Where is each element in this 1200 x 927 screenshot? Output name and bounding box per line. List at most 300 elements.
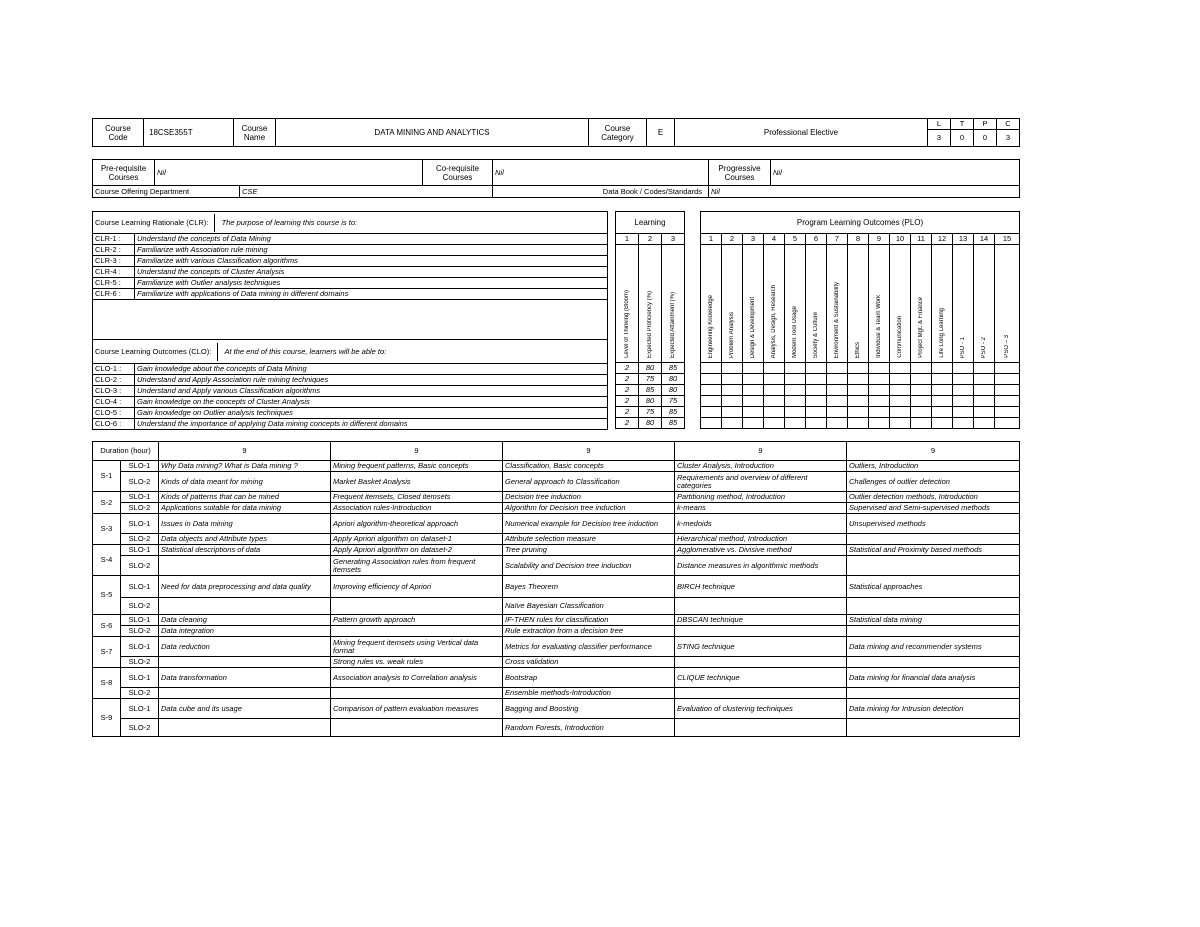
clo-row (93, 364, 608, 375)
plo-cell (974, 385, 995, 396)
plo-cell (743, 363, 764, 374)
ltpc-value-l: 3 (928, 130, 951, 147)
schedule-row (93, 615, 1020, 626)
plo-header (806, 245, 827, 363)
plo-cell (701, 407, 722, 418)
plo-cell (932, 385, 953, 396)
plo-cell (953, 374, 974, 385)
slo-label: SLO-1 (121, 461, 159, 472)
topic-cell: Statistical data mining (847, 615, 1020, 626)
topic-cell: Bagging and Boosting (503, 699, 675, 719)
topic-cell (159, 556, 331, 576)
topic-cell (847, 626, 1020, 637)
session-number: S-4 (93, 545, 121, 576)
topic-cell (847, 657, 1020, 668)
clr-code: CLR-2 : (93, 245, 135, 256)
clr-purpose: The purpose of learning this course is to: (221, 217, 358, 227)
plo-cell (701, 396, 722, 407)
clr-clo-table (92, 211, 608, 430)
plo-cell (995, 374, 1020, 385)
plo-cell (848, 407, 869, 418)
clr-row (93, 234, 608, 245)
topic-cell (675, 657, 847, 668)
plo-header (953, 245, 974, 363)
plo-header-text: Analysis, Design, Research (770, 284, 777, 358)
plo-cell (764, 418, 785, 429)
schedule-row (93, 472, 1020, 492)
plo-cell (722, 407, 743, 418)
plo-num: 15 (995, 234, 1020, 245)
slo-label: SLO-1 (121, 637, 159, 657)
plo-header-text: Environment & Sustainability (833, 281, 840, 358)
plo-header-text: Design & Development (749, 296, 756, 358)
plo-cell (995, 396, 1020, 407)
plo-header (722, 245, 743, 363)
course-category-label: Course Category (589, 119, 647, 147)
plo-header (764, 245, 785, 363)
clr-label: Course Learning Rationale (CLR): (95, 217, 209, 227)
topic-cell: Data integration (159, 626, 331, 637)
plo-cell (890, 374, 911, 385)
slo-label: SLO-1 (121, 514, 159, 534)
clo-attainment: 80 (662, 385, 685, 396)
plo-cell (827, 363, 848, 374)
topic-cell: CLIQUE technique (675, 668, 847, 688)
schedule-row (93, 719, 1020, 737)
clo-code: CLO-2 : (93, 375, 135, 386)
learning-header-text: Expected Proficiency (%) (646, 290, 653, 358)
session-number: S-2 (93, 492, 121, 514)
clr-row (93, 278, 608, 289)
topic-cell (159, 719, 331, 737)
plo-cell (911, 396, 932, 407)
topic-cell: Why Data mining? What is Data mining ? (159, 461, 331, 472)
topic-cell: Statistical descriptions of data (159, 545, 331, 556)
duration-label: Duration (hour) (93, 442, 159, 461)
session-number: S-5 (93, 576, 121, 615)
plo-header (869, 245, 890, 363)
topic-cell: Decision tree induction (503, 492, 675, 503)
plo-header (995, 245, 1020, 363)
clo-proficiency: 85 (639, 385, 662, 396)
topic-cell: Attribute selection measure (503, 534, 675, 545)
unit-duration: 9 (847, 442, 1020, 461)
plo-num: 6 (806, 234, 827, 245)
clr-code: CLR-1 : (93, 234, 135, 245)
plo-header-text: Society & Culture (812, 311, 819, 358)
topic-cell: Classification, Basic concepts (503, 461, 675, 472)
topic-cell: Data reduction (159, 637, 331, 657)
clr-text: Familiarize with Outlier analysis techniques (135, 278, 608, 289)
topic-cell: Frequent itemsets, Closed itemsets (331, 492, 503, 503)
plo-cell (827, 385, 848, 396)
clo-text: Understand and Apply Association rule mining techniques (135, 375, 608, 386)
plo-header (932, 245, 953, 363)
topic-cell: k-means (675, 503, 847, 514)
learning-header-text: Expected Attainment (%) (669, 291, 676, 358)
topic-cell: Requirements and overview of different categories (675, 472, 847, 492)
plo-cell (785, 396, 806, 407)
ltpc-value-p: 0 (974, 130, 997, 147)
topic-cell (159, 657, 331, 668)
topic-cell (847, 688, 1020, 699)
plo-header-text: PSO – 3 (1003, 335, 1010, 358)
topic-cell: Strong rules vs. weak rules (331, 657, 503, 668)
category-name: Professional Elective (675, 119, 928, 147)
plo-cell (848, 385, 869, 396)
coreq-label: Co-requisite Courses (423, 160, 493, 186)
clr-text: Familiarize with applications of Data mining in different domains (135, 289, 608, 300)
clo-level: 2 (616, 407, 639, 418)
slo-label: SLO-2 (121, 534, 159, 545)
plo-cell (701, 418, 722, 429)
plo-cell (764, 407, 785, 418)
plo-cell (932, 363, 953, 374)
schedule-row (93, 688, 1020, 699)
learning-header-text: Level of Thinking (Bloom) (623, 290, 630, 358)
slo-label: SLO-1 (121, 699, 159, 719)
plo-cell (890, 385, 911, 396)
topic-cell: Numerical example for Decision tree induction (503, 514, 675, 534)
schedule-row (93, 556, 1020, 576)
plo-header-text: Modern Tool Usage (791, 306, 798, 358)
plo-cell (953, 407, 974, 418)
clo-level: 2 (616, 363, 639, 374)
topic-cell: Outlier detection methods, Introduction (847, 492, 1020, 503)
plo-cell (701, 363, 722, 374)
learning-num: 3 (662, 234, 685, 245)
course-code: 18CSE355T (144, 119, 234, 147)
clo-attainment: 85 (662, 363, 685, 374)
ltpc-value-c: 3 (997, 130, 1020, 147)
plo-cell (785, 407, 806, 418)
clo-row (93, 375, 608, 386)
schedule-row (93, 461, 1020, 472)
topic-cell (847, 556, 1020, 576)
clo-level: 2 (616, 385, 639, 396)
clo-attainment: 85 (662, 418, 685, 429)
plo-num: 7 (827, 234, 848, 245)
prerequisite-table (92, 159, 1020, 198)
schedule-row (93, 492, 1020, 503)
clr-text: Familiarize with various Classification algorithms (135, 256, 608, 267)
plo-cell (995, 407, 1020, 418)
plo-header-text: Problem Analysis (728, 311, 735, 358)
plo-cell (848, 418, 869, 429)
topic-cell: Association rules-Introduction (331, 503, 503, 514)
plo-cell (953, 418, 974, 429)
topic-cell: Data mining and recommender systems (847, 637, 1020, 657)
topic-cell: Unsupervised methods (847, 514, 1020, 534)
course-name: DATA MINING AND ANALYTICS (276, 119, 589, 147)
clo-intro: At the end of this course, learners will be able to: (224, 346, 387, 356)
plo-num: 10 (890, 234, 911, 245)
plo-cell (848, 374, 869, 385)
topic-cell: Algorithm for Decision tree induction (503, 503, 675, 514)
plo-header (911, 245, 932, 363)
schedule-row (93, 503, 1020, 514)
plo-cell (764, 374, 785, 385)
plo-cell (806, 407, 827, 418)
slo-label: SLO-2 (121, 657, 159, 668)
topic-cell: STING technique (675, 637, 847, 657)
clo-text: Understand and Apply various Classification algorithms (135, 386, 608, 397)
plo-cell (806, 418, 827, 429)
topic-cell: IF-THEN rules for classification (503, 615, 675, 626)
plo-cell (806, 374, 827, 385)
plo-cell (827, 396, 848, 407)
topic-cell: Random Forests, Introduction (503, 719, 675, 737)
clo-text: Gain knowledge about the concepts of Data Mining (135, 364, 608, 375)
clo-code: CLO-5 : (93, 408, 135, 419)
plo-cell (974, 363, 995, 374)
plo-cell (911, 363, 932, 374)
clr-code: CLR-4 : (93, 267, 135, 278)
slo-label: SLO-1 (121, 668, 159, 688)
plo-cell (701, 374, 722, 385)
plo-cell (764, 363, 785, 374)
learning-header (662, 245, 685, 363)
topic-cell: Rule extraction from a decision tree (503, 626, 675, 637)
plo-cell (743, 385, 764, 396)
plo-cell (722, 385, 743, 396)
clo-code: CLO-6 : (93, 419, 135, 430)
plo-cell (974, 396, 995, 407)
clo-row (93, 408, 608, 419)
databook-label: Data Book / Codes/Standards (493, 186, 709, 198)
topic-cell: Association analysis to Correlation analysis (331, 668, 503, 688)
clr-text: Familiarize with Association rule mining (135, 245, 608, 256)
clo-proficiency: 80 (639, 396, 662, 407)
topic-cell (675, 688, 847, 699)
topic-cell (675, 719, 847, 737)
topic-cell: Partitioning method, Introduction (675, 492, 847, 503)
clo-text: Gain knowledge on Outlier analysis techniques (135, 408, 608, 419)
topic-cell: Cross validation (503, 657, 675, 668)
plo-cell (785, 385, 806, 396)
topic-cell: Evaluation of clustering techniques (675, 699, 847, 719)
topic-cell: Scalability and Decision tree induction (503, 556, 675, 576)
topic-cell: Bayes Theorem (503, 576, 675, 598)
clo-level: 2 (616, 418, 639, 429)
plo-cell (743, 407, 764, 418)
plo-num: 8 (848, 234, 869, 245)
clo-text: Gain knowledge on the concepts of Cluster Analysis (135, 397, 608, 408)
slo-label: SLO-1 (121, 492, 159, 503)
topic-cell (675, 598, 847, 615)
session-number: S-9 (93, 699, 121, 737)
plo-cell (764, 385, 785, 396)
topic-cell (675, 626, 847, 637)
clo-code: CLO-4 : (93, 397, 135, 408)
plo-header (701, 245, 722, 363)
plo-cell (932, 396, 953, 407)
topic-cell: Data mining for financial data analysis (847, 668, 1020, 688)
clo-attainment: 75 (662, 396, 685, 407)
plo-header (827, 245, 848, 363)
clo-code: CLO-3 : (93, 386, 135, 397)
topic-cell: Comparison of pattern evaluation measures (331, 699, 503, 719)
plo-cell (974, 407, 995, 418)
plo-cell (995, 363, 1020, 374)
topic-cell: Kinds of patterns that can be mined (159, 492, 331, 503)
plo-cell (785, 418, 806, 429)
unit-duration: 9 (331, 442, 503, 461)
clr-code: CLR-5 : (93, 278, 135, 289)
learning-num: 2 (639, 234, 662, 245)
topic-cell: Data cube and its usage (159, 699, 331, 719)
topic-cell: Data cleaning (159, 615, 331, 626)
plo-header-text: Engineering Knowledge (707, 294, 714, 358)
topic-cell: Pattern growth approach (331, 615, 503, 626)
course-header-table (92, 118, 1020, 147)
plo-num: 3 (743, 234, 764, 245)
topic-cell (847, 534, 1020, 545)
prereq-value: Nil (155, 160, 423, 186)
plo-num: 2 (722, 234, 743, 245)
plo-cell (701, 385, 722, 396)
clo-proficiency: 75 (639, 374, 662, 385)
slo-label: SLO-1 (121, 545, 159, 556)
ltpc-label-t: T (951, 119, 974, 130)
topic-cell: Statistical and Proximity based methods (847, 545, 1020, 556)
plo-cell (869, 385, 890, 396)
clo-proficiency: 75 (639, 407, 662, 418)
topic-cell: Issues in Data mining (159, 514, 331, 534)
plo-table (700, 211, 1020, 429)
learning-table (615, 211, 685, 429)
plo-cell (806, 385, 827, 396)
dept-value: CSE (240, 186, 493, 198)
clo-row (93, 386, 608, 397)
ltpc-label-l: L (928, 119, 951, 130)
plo-cell (743, 374, 764, 385)
clo-proficiency: 80 (639, 418, 662, 429)
plo-cell (911, 374, 932, 385)
course-name-label: Course Name (234, 119, 276, 147)
plo-cell (890, 407, 911, 418)
slo-label: SLO-2 (121, 688, 159, 699)
plo-cell (827, 418, 848, 429)
topic-cell: Distance measures in algorithmic methods (675, 556, 847, 576)
plo-cell (722, 374, 743, 385)
topic-cell: Agglomerative vs. Divisive method (675, 545, 847, 556)
plo-cell (743, 396, 764, 407)
schedule-row (93, 598, 1020, 615)
ltpc-label-c: C (997, 119, 1020, 130)
topic-cell: Improving efficiency of Apriori (331, 576, 503, 598)
ltpc-label-p: P (974, 119, 997, 130)
plo-num: 13 (953, 234, 974, 245)
clr-code: CLR-3 : (93, 256, 135, 267)
plo-num: 14 (974, 234, 995, 245)
plo-cell (953, 385, 974, 396)
plo-num: 11 (911, 234, 932, 245)
course-category: E (647, 119, 675, 147)
clo-code: CLO-1 : (93, 364, 135, 375)
databook-value: Nil (709, 186, 1020, 198)
session-number: S-8 (93, 668, 121, 699)
clr-row (93, 256, 608, 267)
topic-cell: k-medoids (675, 514, 847, 534)
plo-header (890, 245, 911, 363)
schedule-row (93, 626, 1020, 637)
coreq-value: Nil (493, 160, 709, 186)
ltpc-value-t: 0 (951, 130, 974, 147)
plo-cell (785, 374, 806, 385)
plo-cell (722, 363, 743, 374)
plo-cell (953, 396, 974, 407)
plo-cell (890, 396, 911, 407)
topic-cell: Mining frequent itemsets using Vertical data format (331, 637, 503, 657)
clo-text: Understand the importance of applying Data mining concepts in different domains (135, 419, 608, 430)
clo-row (93, 419, 608, 430)
clr-code: CLR-6 : (93, 289, 135, 300)
plo-cell (911, 407, 932, 418)
topic-cell: Generating Association rules from frequent itemsets (331, 556, 503, 576)
plo-cell (890, 418, 911, 429)
plo-cell (911, 385, 932, 396)
schedule-row (93, 576, 1020, 598)
plo-cell (806, 396, 827, 407)
slo-label: SLO-2 (121, 556, 159, 576)
session-number: S-1 (93, 461, 121, 492)
schedule-row (93, 534, 1020, 545)
plo-cell (848, 396, 869, 407)
plo-header-text: Communication (896, 316, 903, 358)
clo-level: 2 (616, 374, 639, 385)
clr-header (93, 212, 608, 234)
clo-row (93, 397, 608, 408)
plo-label: Program Learning Outcomes (PLO) (701, 212, 1020, 234)
topic-cell (331, 626, 503, 637)
clo-proficiency: 80 (639, 363, 662, 374)
topic-cell (847, 719, 1020, 737)
topic-cell (159, 598, 331, 615)
plo-cell (722, 396, 743, 407)
plo-cell (911, 418, 932, 429)
topic-cell (159, 688, 331, 699)
plo-cell (869, 363, 890, 374)
plo-cell (890, 363, 911, 374)
plo-cell (953, 363, 974, 374)
topic-cell: Need for data preprocessing and data quality (159, 576, 331, 598)
topic-cell: Tree pruning (503, 545, 675, 556)
clr-row (93, 289, 608, 300)
plo-num: 5 (785, 234, 806, 245)
topic-cell: Data mining for Intrusion detection (847, 699, 1020, 719)
plo-cell (869, 374, 890, 385)
course-code-label: Course Code (93, 119, 144, 147)
clr-text: Understand the concepts of Data Mining (135, 234, 608, 245)
dept-label: Course Offering Department (93, 186, 240, 198)
plo-cell (869, 418, 890, 429)
topic-cell: Kinds of data meant for mining (159, 472, 331, 492)
slo-label: SLO-2 (121, 472, 159, 492)
slo-label: SLO-1 (121, 615, 159, 626)
plo-num: 4 (764, 234, 785, 245)
topic-cell: Naïve Bayesian Classification (503, 598, 675, 615)
plo-num: 1 (701, 234, 722, 245)
schedule-row (93, 637, 1020, 657)
topic-cell: General approach to Classification (503, 472, 675, 492)
plo-cell (974, 374, 995, 385)
topic-cell: Market Basket Analysis (331, 472, 503, 492)
plo-cell (764, 396, 785, 407)
topic-cell: Hierarchical method, Introduction (675, 534, 847, 545)
topic-cell: Ensemble methods-Introduction (503, 688, 675, 699)
topic-cell: Apriori algorithm-theoretical approach (331, 514, 503, 534)
